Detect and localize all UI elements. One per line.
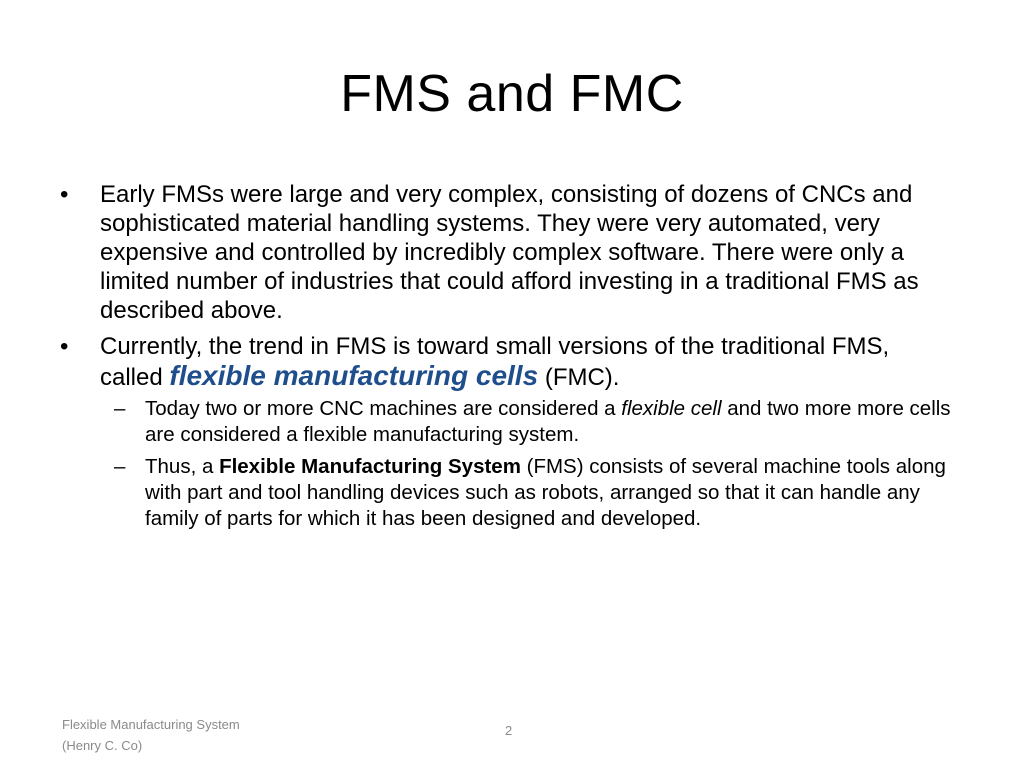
bullet-text: Early FMSs were large and very complex, consisting of dozens of CNCs and sophisticated material handling systems. They were very automated, very expensive and controlled by incredibly complex software. There were only a limited number of industries that could afford investing in a traditional FMS as described above. — [100, 181, 919, 324]
bold-term: Flexible Manufacturing System — [219, 455, 521, 478]
sub-bullet-list — [58, 396, 958, 532]
sub-bullet-text: Thus, a — [145, 455, 220, 478]
bullet-item — [58, 332, 958, 532]
bullet-item — [58, 180, 958, 325]
sub-bullet-item — [58, 396, 958, 448]
bullet-marker: • — [60, 333, 69, 360]
slide-title: FMS and FMC — [340, 65, 684, 123]
dash-marker: – — [114, 455, 126, 478]
italic-term: flexible cell — [621, 397, 722, 420]
footer-line-1: Flexible Manufacturing System — [62, 717, 240, 732]
page-number: 2 — [505, 723, 513, 738]
bullet-marker: • — [60, 181, 69, 208]
dash-marker: – — [114, 397, 126, 420]
bullet-text-after: (FMC). — [538, 364, 620, 391]
slide-content — [58, 180, 958, 539]
sub-bullet-text: Today two or more CNC machines are considered a — [145, 397, 622, 420]
emphasized-term: flexible manufacturing cells — [169, 360, 539, 391]
sub-bullet-text-after: (FMS) consists of several machine tools along with part and tool handling devices such as robots, arranged so that it can handle any family of parts for which it has been designed and developed. — [145, 455, 946, 530]
sub-bullet-text-after: and two more more cells are considered a flexible manufacturing system. — [145, 397, 951, 446]
bullet-text: Currently, the trend in FMS is toward small versions of the traditional FMS, called — [100, 333, 890, 391]
footer-source — [62, 714, 322, 756]
sub-bullet-item — [58, 454, 958, 532]
footer-line-2: (Henry C. Co) — [62, 738, 143, 753]
